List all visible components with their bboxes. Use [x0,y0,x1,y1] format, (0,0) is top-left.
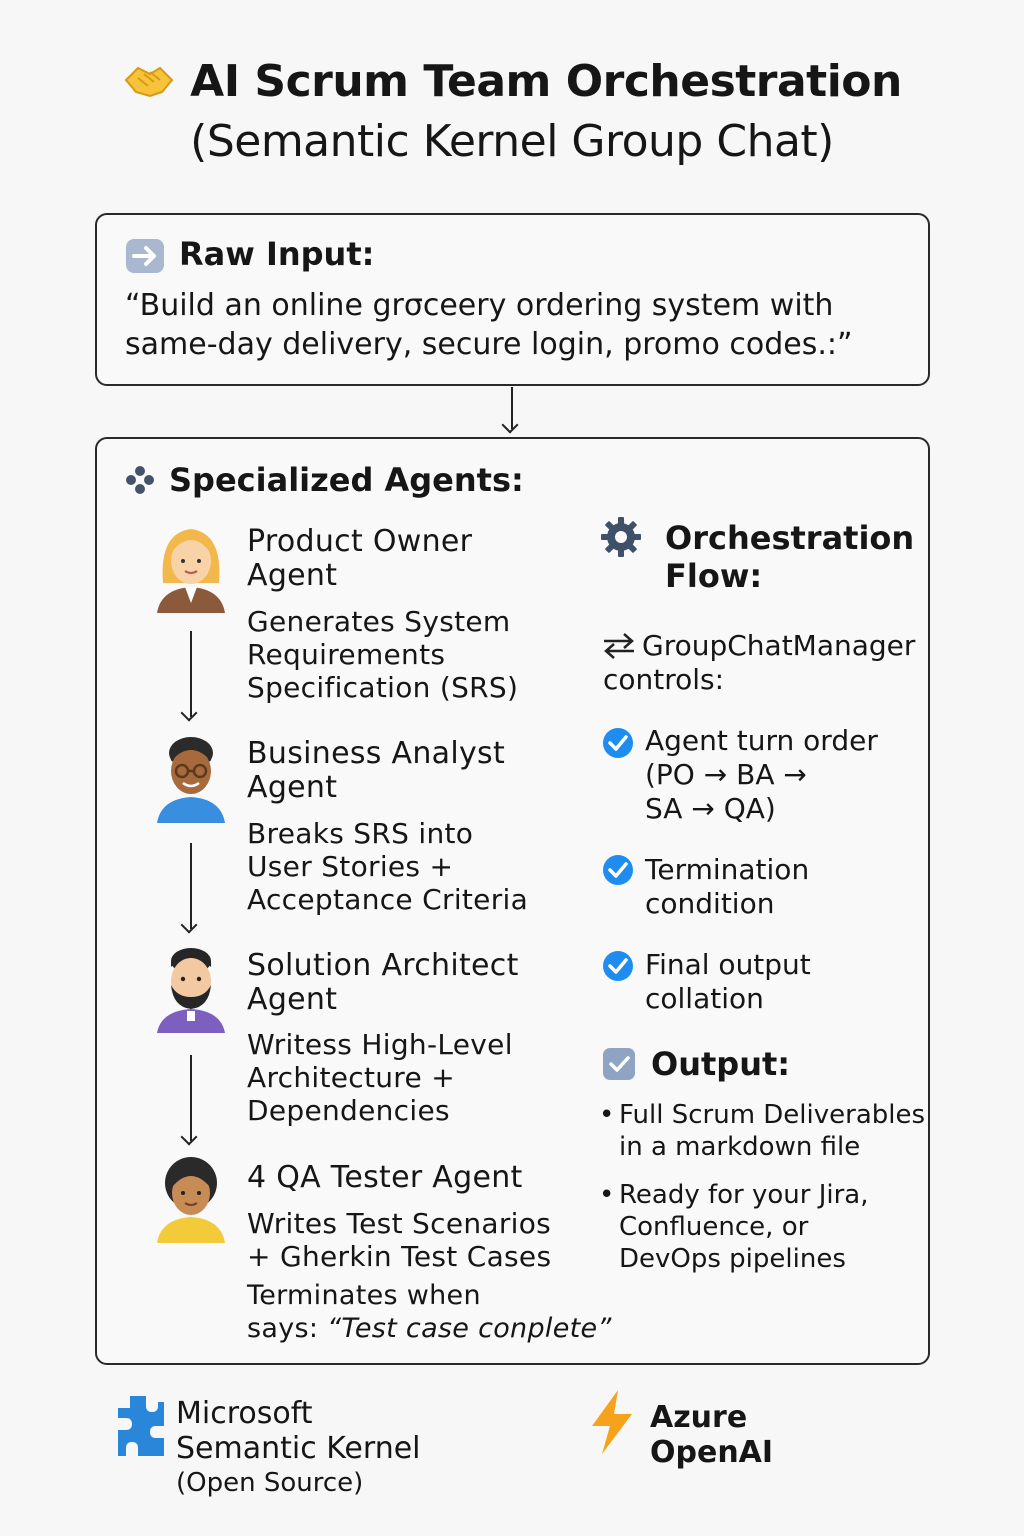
handshake-icon [122,60,176,111]
footer-sk-line1: Microsoft [176,1396,313,1431]
solution-architect-avatar-icon [155,943,227,1033]
footer-azure-line1: Azure [650,1400,748,1435]
orchestration-heading-line1: Orchestration [665,519,915,557]
flow-item-text: SA → QA) [645,792,776,825]
agent-name: Agent [247,982,338,1017]
agent-description: Architecture + [247,1061,455,1094]
agent-description: Generates System [247,605,511,638]
agent-description: Writess High-Level [247,1028,513,1061]
agents-box [95,437,930,1365]
flow-arrow [190,843,192,929]
semantic-kernel-puzzle-icon [116,1392,168,1460]
footer-sk-line3: (Open Source) [176,1468,364,1498]
termination-quote: “Test case conplete” [327,1313,612,1344]
termination-condition-text [247,1312,612,1345]
group-chat-manager-label: GroupChatManager [642,629,916,662]
title-line1: AI Scrum Team Orchestration [190,56,902,107]
controls-label: controls: [603,663,725,696]
termination-prefix: says: [247,1313,328,1344]
footer-azure-line2: OpenAI [650,1435,774,1470]
lightning-icon [588,1388,636,1456]
agent-description: + Gherkin Test Cases [247,1240,552,1273]
flow-item-text: Termination [645,853,810,886]
qa-tester-avatar-icon [155,1153,227,1243]
agent-name: 4 QA Tester Agent [247,1160,523,1195]
agent-description: Dependencies [247,1094,450,1127]
bullet-dot: • [599,1100,615,1130]
output-bullet-text: DevOps pipelines [619,1244,846,1274]
check-circle-icon [602,727,634,759]
agent-name: Product Owner [247,524,473,559]
agent-description: Specification (SRS) [247,671,519,704]
arrow-right-icon [125,238,165,274]
page-title [0,56,1024,111]
agent-description: Requirements [247,638,446,671]
raw-input-text-line1: “Build an online grσceery ordering system with [125,288,834,323]
bullet-dot: • [599,1180,615,1210]
flow-item-text: (PO → BA → [645,758,807,791]
check-circle-icon [602,950,634,982]
business-analyst-avatar-icon [155,733,227,823]
swap-arrows-icon [602,632,636,660]
flow-arrow [190,631,192,717]
agent-description: Writes Test Scenarios [247,1207,552,1240]
agent-name: Agent [247,558,338,593]
flow-item-text: condition [645,887,775,920]
agent-description: User Stories + [247,850,454,883]
agent-description: Terminates when [247,1280,481,1311]
gear-icon [600,516,642,558]
product-owner-avatar-icon [155,523,227,613]
output-bullet-text: Ready for your Jira, [619,1180,869,1210]
flow-arrow [190,1055,192,1141]
checkbox-icon [602,1047,636,1081]
raw-input-text-line2: same-day delivery, secure login, promo codes.:” [125,327,853,362]
agent-name: Business Analyst [247,736,506,771]
raw-input-heading: Raw Input: [179,235,375,273]
agent-description: Acceptance Criteria [247,883,529,916]
flow-item-text: collation [645,982,764,1015]
connector-arrow [511,387,513,429]
page-subtitle: (Semantic Kernel Group Chat) [190,116,834,167]
flow-item-text: Agent turn order [645,724,878,757]
agents-heading: Specialized Agents: [169,461,524,499]
agent-name: Agent [247,770,338,805]
orchestration-heading-line2: Flow: [665,557,763,595]
check-circle-icon [602,854,634,886]
flow-item-text: Final output [645,948,811,981]
footer-sk-line2: Semantic Kernel [176,1431,421,1466]
agent-description: Breaks SRS into [247,817,474,850]
output-bullet-text: Confluence, or [619,1212,809,1242]
raw-input-box [95,213,930,386]
agents-cluster-icon [123,463,157,497]
output-bullet-text: in a markdown file [619,1132,861,1162]
agent-name: Solution Architect [247,948,519,983]
output-bullet-text: Full Scrum Deliverables [619,1100,926,1130]
output-heading: Output: [651,1045,791,1083]
